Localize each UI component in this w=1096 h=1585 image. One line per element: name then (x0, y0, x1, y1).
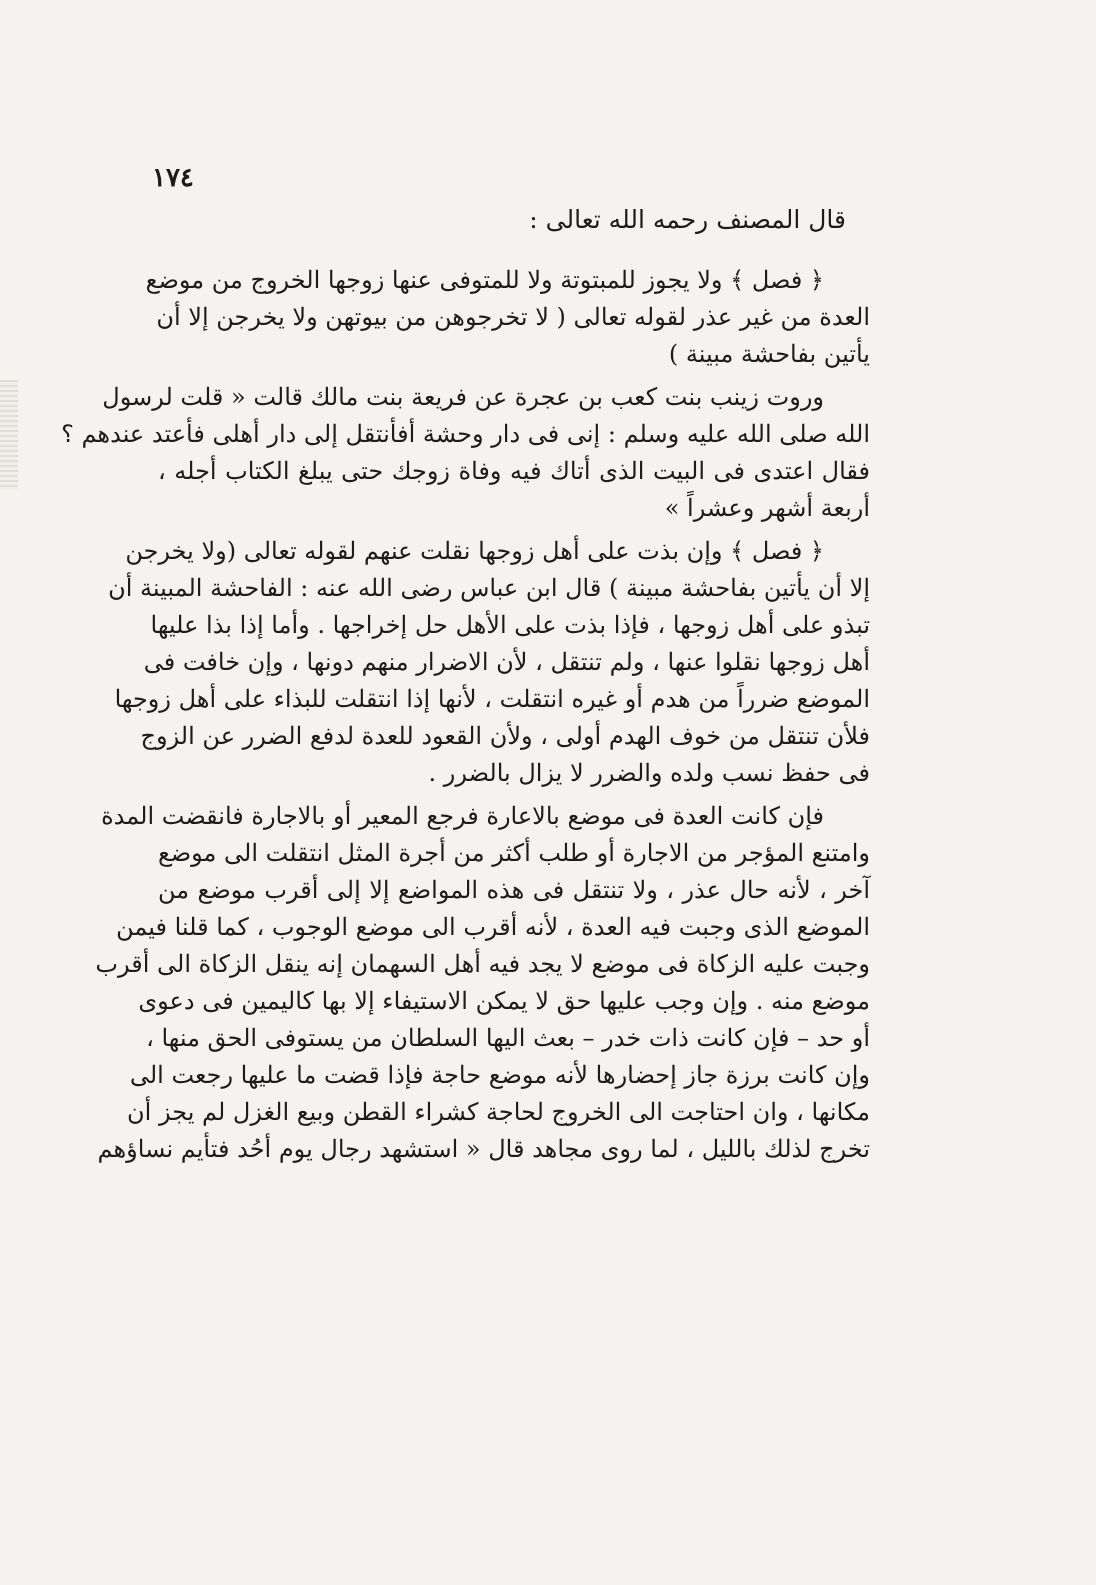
text-line: تبذو على أهل زوجها ، فإذا بذت على الأهل حل إخراجها . وأما إذا بذا عليها (150, 611, 870, 639)
text-line: أهل زوجها نقلوا عنها ، ولم تنتقل ، لأن الاضرار منهم دونها ، وإن خافت فى (143, 648, 870, 676)
text-line: مكانها ، وان احتاجت الى الخروج لحاجة كشراء القطن وبيع الغزل لم يجز أن (127, 1098, 870, 1126)
text-line: ﴿ فصل ﴾ ولا يجوز للمبتوتة ولا للمتوفى عنها زوجها الخروج من موضع (145, 266, 824, 294)
text-line: موضع منه . وإن وجب عليها حق لا يمكن الاستيفاء إلا بها كاليمين فى دعوى (138, 987, 870, 1015)
text-line: فإن كانت العدة فى موضع بالاعارة فرجع المعير أو بالاجارة فانقضت المدة (101, 802, 824, 830)
paragraph-2 (61, 379, 870, 527)
text-line: وامتنع المؤجر من الاجارة أو طلب أكثر من أجرة المثل انتقلت الى موضع (158, 839, 870, 867)
paragraph-1 (145, 262, 870, 373)
paragraph-3 (108, 533, 870, 792)
text-line: الله صلى الله عليه وسلم : إنى فى دار وحشة أفأنتقل إلى دار أهلى فأعتد عندهم ؟ (61, 420, 870, 448)
text-line: آخر ، لأنه حال عذر ، ولا تنتقل فى هذه المواضع إلا إلى أقرب موضع من (158, 876, 870, 904)
text-line: فلأن تنتقل من خوف الهدم أولى ، ولأن القعود للعدة لدفع الضرر عن الزوج (140, 722, 870, 750)
scan-edge-shadow (0, 380, 18, 490)
page-heading: قال المصنف رحمه الله تعالى : (529, 205, 846, 234)
text-line: وروت زينب بنت كعب بن عجرة عن فريعة بنت مالك قالت « قلت لرسول (102, 383, 824, 411)
paragraph-4 (95, 798, 870, 1168)
text-line: ﴿ فصل ﴾ وإن بذت على أهل زوجها نقلت عنهم لقوله تعالى (ولا يخرجن (125, 537, 824, 565)
text-line: تخرج لذلك بالليل ، لما روى مجاهد قال « استشهد رجال يوم أحُد فتأيم نساؤهم (97, 1135, 870, 1163)
text-line: العدة من غير عذر لقوله تعالى ( لا تخرجوهن من بيوتهن ولا يخرجن إلا أن (156, 303, 870, 331)
text-line: فقال اعتدى فى البيت الذى أتاك فيه وفاة زوجك حتى يبلغ الكتاب أجله ، (158, 457, 870, 485)
text-line: أربعة أشهر وعشراً » (664, 494, 870, 522)
body-text (61, 262, 870, 1174)
text-line: أو حد – فإن كانت ذات خدر – بعث اليها السلطان من يستوفى الحق منها ، (146, 1024, 870, 1052)
text-line: إلا أن يأتين بفاحشة مبينة ) قال ابن عباس رضى الله عنه : الفاحشة المبينة أن (108, 574, 870, 602)
text-line: يأتين بفاحشة مبينة ) (668, 340, 870, 368)
text-line: وإن كانت برزة جاز إحضارها لأنه موضع حاجة فإذا قضت ما عليها رجعت الى (129, 1061, 870, 1089)
page-number: ١٧٤ (152, 163, 194, 193)
text-line: الموضع الذى وجبت فيه العدة ، لأنه أقرب الى موضع الوجوب ، كما قلنا فيمن (116, 913, 870, 941)
text-line: فى حفظ نسب ولده والضرر لا يزال بالضرر . (428, 759, 870, 787)
text-line: وجبت عليه الزكاة فى موضع لا يجد فيه أهل السهمان إنه ينقل الزكاة الى أقرب (95, 950, 870, 978)
text-line: الموضع ضرراً من هدم أو غيره انتقلت ، لأنها إذا انتقلت للبذاء على أهل زوجها (114, 685, 870, 713)
